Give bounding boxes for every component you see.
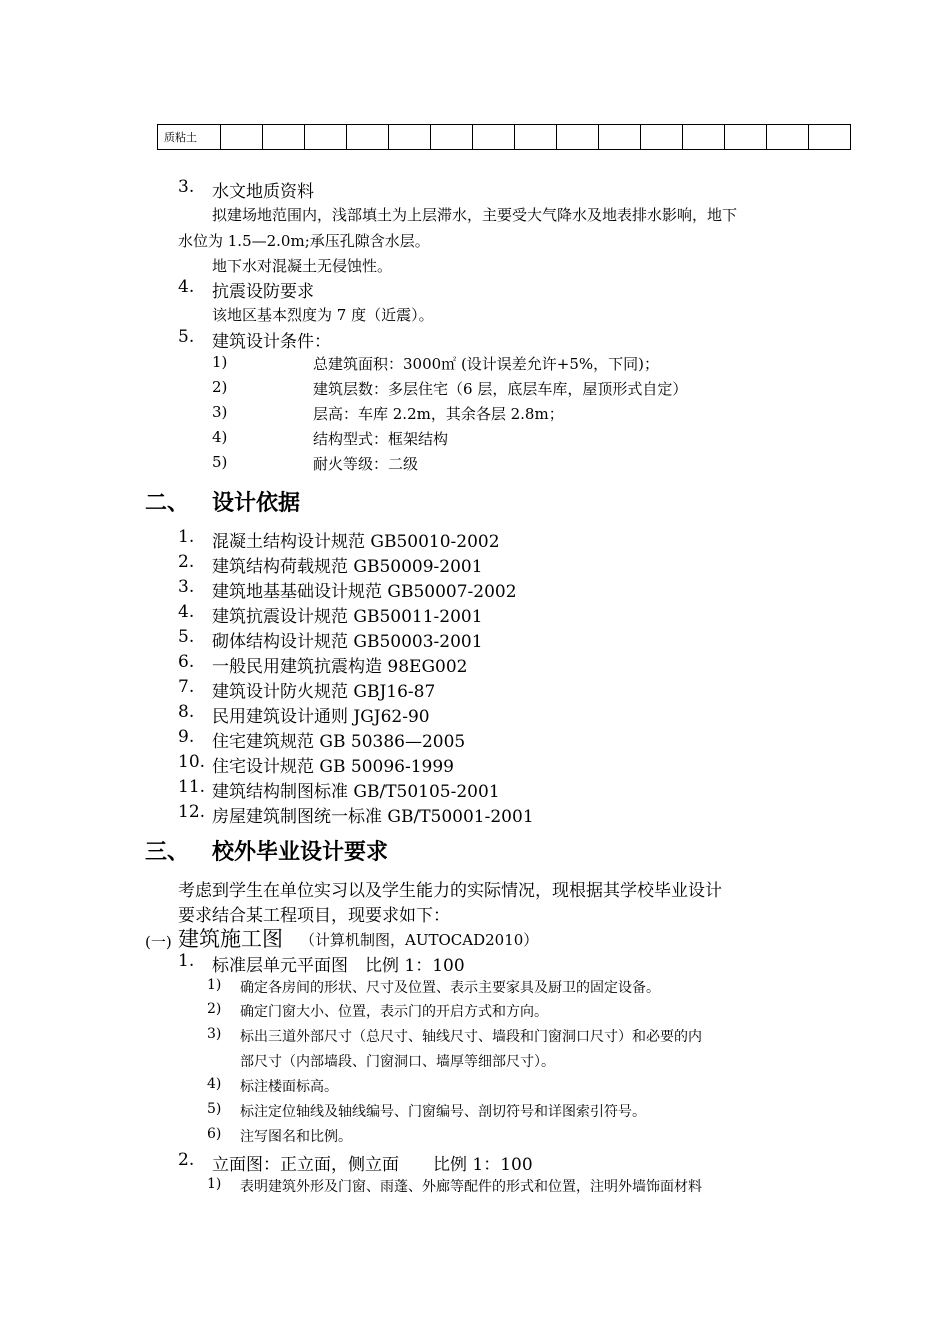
table-cell: [221, 125, 263, 150]
plan-item-text: 注写图名和比例。: [240, 1129, 352, 1145]
design-condition-number: 2): [212, 378, 228, 396]
table-cell: [431, 125, 473, 150]
code-list-item: 一般民用建筑抗震构造 98EG002: [212, 657, 468, 677]
code-list-item: 建筑设计防火规范 GBJ16-87: [212, 682, 436, 702]
code-list-number: 9.: [178, 727, 195, 747]
elevation-item-text: 表明建筑外形及门窗、雨蓬、外廊等配件的形式和位置，注明外墙饰面材料: [240, 1179, 702, 1195]
table-cell: [599, 125, 641, 150]
table-cell: [641, 125, 683, 150]
subsection-1-title: 建筑施工图: [178, 927, 283, 951]
plan-item-text: 标注定位轴线及轴线编号、门窗编号、剖切符号和详图索引符号。: [240, 1104, 646, 1120]
code-list-item: 住宅设计规范 GB 50096-1999: [212, 757, 454, 777]
section-5-title: 建筑设计条件：: [212, 332, 331, 352]
section-4-number: 4.: [178, 277, 195, 297]
code-list-item: 建筑结构荷载规范 GB50009-2001: [212, 557, 483, 577]
design-condition-text: 层高：车库 2.2m，其余各层 2.8m；: [313, 405, 564, 423]
heading-3-number: 三、: [145, 839, 190, 865]
plan-item-text: 确定门窗大小、位置，表示门的开启方式和方向。: [240, 1004, 548, 1020]
heading-3-title: 校外毕业设计要求: [212, 839, 389, 865]
code-list-item: 砌体结构设计规范 GB50003-2001: [212, 632, 483, 652]
table-cell: [473, 125, 515, 150]
intro-line-2: 要求结合某工程项目，现要求如下：: [178, 906, 450, 926]
design-condition-number: 3): [212, 403, 228, 421]
table-cell: [347, 125, 389, 150]
table-cell: [305, 125, 347, 150]
section-3-number: 3.: [178, 177, 195, 197]
code-list-number: 1.: [178, 527, 195, 547]
soil-table: [157, 124, 851, 150]
table-cell: [683, 125, 725, 150]
design-condition-text: 总建筑面积：3000㎡ (设计误差允许+5%，下同)；: [313, 355, 660, 373]
design-condition-text: 建筑层数：多层住宅（6 层，底层车库，屋顶形式自定）: [313, 380, 688, 398]
table-cell: [809, 125, 851, 150]
section-4-paragraph: 该地区基本烈度为 7 度（近震）。: [212, 306, 434, 324]
code-list-number: 4.: [178, 602, 195, 622]
subsection-1-note: （计算机制图，AUTOCAD2010）: [300, 931, 539, 949]
section-3-paragraph2: 地下水对混凝土无侵蚀性。: [212, 257, 393, 275]
code-list-item: 建筑抗震设计规范 GB50011-2001: [212, 607, 483, 627]
elevation-number: 2.: [178, 1150, 195, 1170]
code-list-number: 7.: [178, 677, 195, 697]
intro-line-1: 考虑到学生在单位实习以及学生能力的实际情况，现根据其学校毕业设计: [178, 881, 722, 901]
table-row: [158, 125, 851, 150]
code-list-number: 11.: [178, 777, 206, 797]
plan-item-text: 标出三道外部尺寸（总尺寸、轴线尺寸、墙段和门窗洞口尺寸）和必要的内: [240, 1029, 702, 1045]
design-condition-number: 1): [212, 353, 228, 371]
code-list-number: 12.: [178, 802, 206, 822]
plan-number: 1.: [178, 951, 195, 971]
table-cell-label: 质粘土: [158, 125, 221, 150]
heading-2-number: 二、: [145, 490, 190, 516]
table-cell: [515, 125, 557, 150]
table-cell: [263, 125, 305, 150]
plan-item-text-continued: 部尺寸（内部墙段、门窗洞口、墙厚等细部尺寸）。: [240, 1054, 555, 1070]
section-3-title: 水文地质资料: [212, 182, 314, 202]
design-condition-number: 5): [212, 453, 228, 471]
table-cell: [389, 125, 431, 150]
plan-item-number: 6): [207, 1126, 222, 1142]
elevation-title: 立面图：正立面，侧立面 比例 1：100: [212, 1155, 533, 1175]
code-list-item: 住宅建筑规范 GB 50386—2005: [212, 732, 466, 752]
code-list-number: 5.: [178, 627, 195, 647]
subsection-1-number: (一): [145, 933, 172, 951]
section-5-number: 5.: [178, 327, 195, 347]
code-list-number: 2.: [178, 552, 195, 572]
code-list-number: 6.: [178, 652, 195, 672]
code-list-number: 3.: [178, 577, 195, 597]
code-list-item: 混凝土结构设计规范 GB50010-2002: [212, 532, 500, 552]
code-list-item: 房屋建筑制图统一标准 GB/T50001-2001: [212, 807, 534, 827]
elevation-item-number: 1): [207, 1176, 222, 1192]
plan-item-number: 5): [207, 1101, 222, 1117]
plan-item-text: 确定各房间的形状、尺寸及位置、表示主要家具及厨卫的固定设备。: [240, 980, 660, 996]
section-4-title: 抗震设防要求: [212, 282, 314, 302]
code-list-number: 10.: [178, 752, 206, 772]
table-cell: [767, 125, 809, 150]
plan-item-number: 1): [207, 977, 222, 993]
plan-item-number: 4): [207, 1076, 222, 1092]
code-list-item: 民用建筑设计通则 JGJ62-90: [212, 707, 430, 727]
section-3-paragraph-line1: 拟建场地范围内，浅部填土为上层滞水，主要受大气降水及地表排水影响，地下: [212, 206, 738, 224]
plan-item-number: 2): [207, 1001, 222, 1017]
design-condition-text: 耐火等级：二级: [313, 455, 419, 473]
plan-item-number: 3): [207, 1026, 222, 1042]
plan-title: 标准层单元平面图 比例 1：100: [212, 956, 465, 976]
plan-item-text: 标注楼面标高。: [240, 1079, 338, 1095]
section-3-paragraph-line2: 水位为 1.5—2.0m;承压孔隙含水层。: [178, 232, 430, 250]
code-list-number: 8.: [178, 702, 195, 722]
code-list-item: 建筑地基基础设计规范 GB50007-2002: [212, 582, 517, 602]
design-condition-number: 4): [212, 428, 228, 446]
table-cell: [557, 125, 599, 150]
code-list-item: 建筑结构制图标准 GB/T50105-2001: [212, 782, 500, 802]
design-condition-text: 结构型式：框架结构: [313, 430, 449, 448]
table-cell: [725, 125, 767, 150]
heading-2-title: 设计依据: [212, 490, 301, 516]
